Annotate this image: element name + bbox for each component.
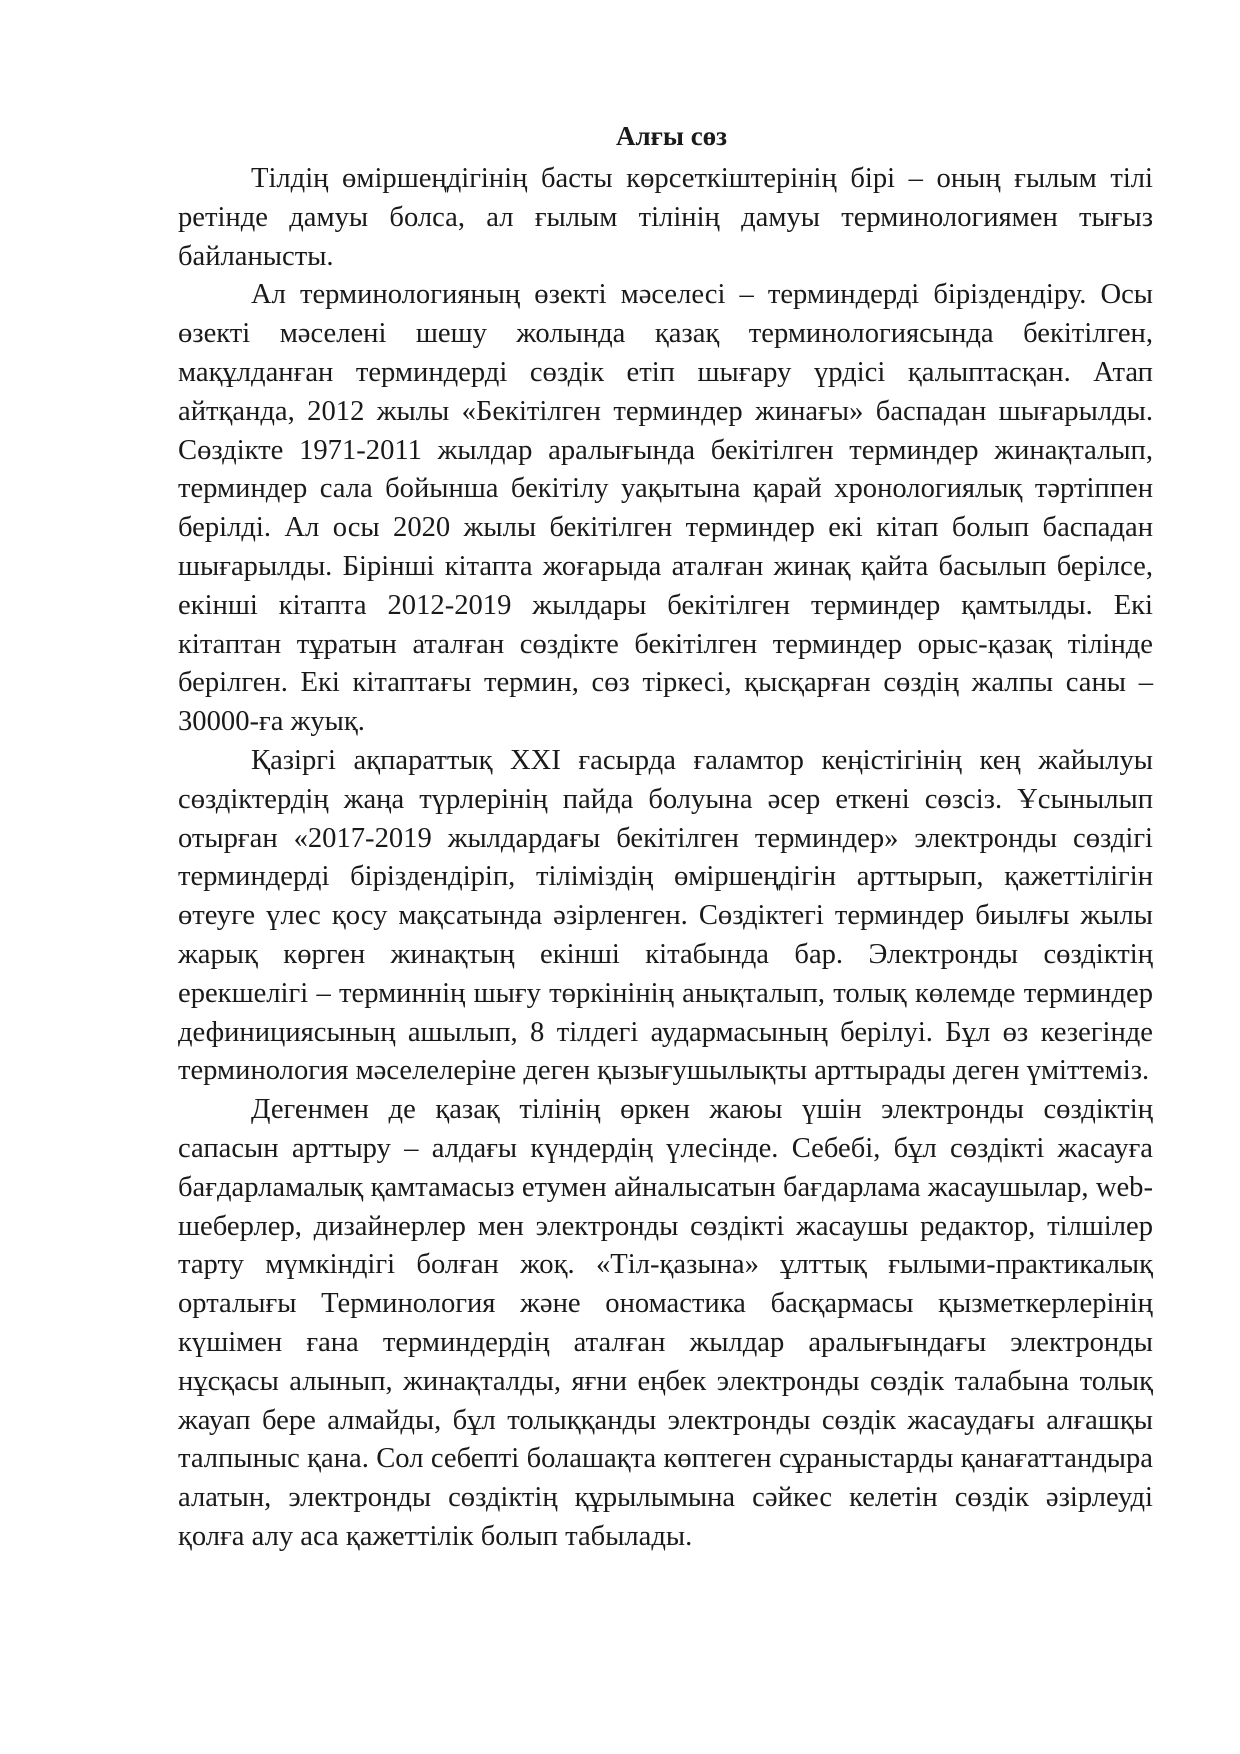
paragraph-3: Қазіргі ақпараттық ХХІ ғасырда ғаламтор кеңістігінің кең жайылуы сөздіктердің жаңа түрлерінің пайда болуына әсер еткені сөзсіз. Ұсынылып отырған «2017-2019 жылдардағы бекітілген терминдер» электронды сөздігі терминдерді біріздендіріп, тіліміздің өміршеңдігін арттырып, қажеттілігін өтеуге үлес қосу мақсатында әзірленген. Сөздіктегі терминдер биылғы жылы жарық көрген жинақтың екінші кітабында бар. Электронды сөздіктің ерекшелігі – терминнің шығу төркінінің анықталып, толық көлемде терминдер дефинициясының ашылып, 8 тілдегі аудармасының берілуі. Бұл өз кезегінде терминология мәселелеріне деген қызығушылықты арттырады деген үміттеміз.	[178, 744, 1153, 1087]
paragraph-4: Дегенмен де қазақ тілінің өркен жаюы үшін электронды сөздіктің сапасын арттыру – алдағы күндердің үлесінде. Себебі, бұл сөздікті жасауға бағдарламалық қамтамасыз етумен айналысатын бағдарлама жасаушылар, web-шеберлер, дизайнерлер мен электронды сөздікті жасаушы редактор, тілшілер тарту мүмкіндігі болған жоқ. «Тіл-қазына» ұлттық ғылыми-практикалық орталығы Терминология және ономастика басқармасы қызметкерлерінің күшімен ғана терминдердің аталған жылдар аралығындағы электронды нұсқасы алынып, жинақталды, яғни еңбек электронды сөздік талабына толық жауап бере алмайды, бұл толыққанды электронды сөздік жасаудағы алғашқы талпыныс қана. Сол себепті болашақта көптеген сұраныстарды қанағаттандыра алатын, электронды сөздіктің құрылымына сәйкес келетін сөздік әзірлеуді қолға алу аса қажеттілік болып табылады.	[178, 1094, 1153, 1552]
paragraph-1: Тілдің өміршеңдігінің басты көрсеткіштерінің бірі – оның ғылым тілі ретінде дамуы болса, ал ғылым тілінің дамуы терминологиямен тығыз байланысты.	[178, 163, 1153, 272]
document-body	[178, 118, 1153, 1557]
paragraph-2: Ал терминологияның өзекті мәселесі – терминдерді біріздендіру. Осы өзекті мәселені шешу жолында қазақ терминологиясында бекітілген, мақұлданған терминдерді сөздік етіп шығару үрдісі қалыптасқан. Атап айтқанда, 2012 жылы «Бекітілген терминдер жинағы» баспадан шығарылды. Сөздікте 1971-2011 жылдар аралығында бекітілген терминдер жинақталып, терминдер сала бойынша бекітілу уақытына қарай хронологиялық тәртіппен берілді. Ал осы 2020 жылы бекітілген терминдер екі кітап болып баспадан шығарылды. Бірінші кітапта жоғарыда аталған жинақ қайта басылып берілсе, екінші кітапта 2012-2019 жылдары бекітілген терминдер қамтылды. Екі кітаптан тұратын аталған сөздікте бекітілген терминдер орыс-қазақ тілінде берілген. Екі кітаптағы термин, сөз тіркесі, қысқарған сөздің жалпы саны – 30000-ға жуық.	[178, 279, 1153, 738]
page-title: Алғы сөз	[615, 121, 728, 151]
